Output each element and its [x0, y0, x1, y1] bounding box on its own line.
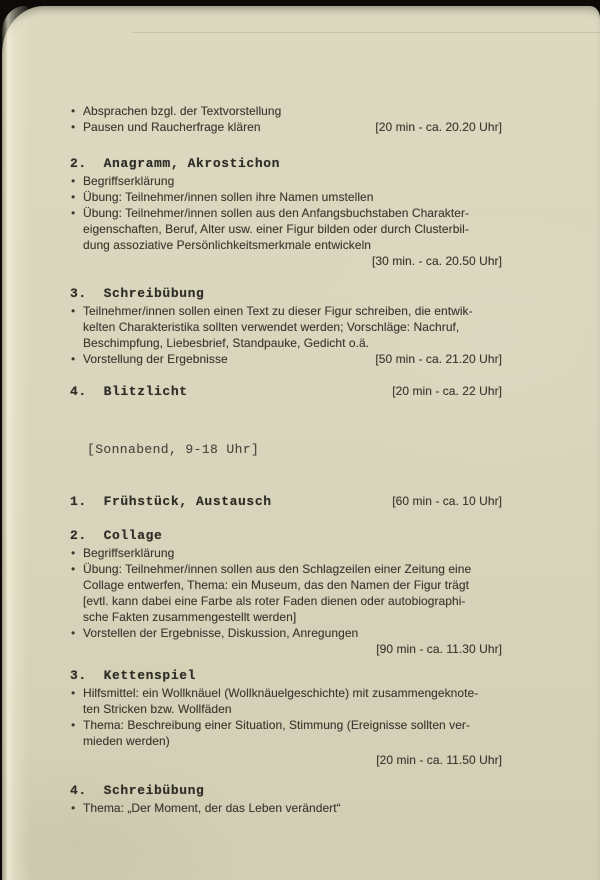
body-text: • Begriffserklärung	[83, 546, 175, 560]
body-text: Beschimpfung, Liebesbrief, Standpauke, Gedicht o.ä.	[83, 336, 370, 350]
body-text: Collage entwerfen, Thema: ein Museum, das den Namen der Figur trägt	[83, 578, 469, 592]
section-heading-line	[70, 286, 502, 302]
date-note: [Sonnabend, 9-18 Uhr]	[87, 442, 260, 457]
section-heading-line	[70, 383, 502, 399]
continuation-line	[70, 335, 502, 351]
body-text: • Pausen und Raucherfrage klären	[83, 120, 261, 134]
continuation-line	[70, 733, 502, 749]
continuation-line	[70, 237, 502, 253]
body-text: • Vorstellen der Ergebnisse, Diskussion, Anregungen	[83, 626, 359, 640]
body-text: eigenschaften, Beruf, Alter usw. einer Figur bilden oder durch Clusterbil-	[83, 222, 469, 236]
section-heading-line	[70, 783, 502, 799]
section-heading: 3. Kettenspiel	[70, 668, 197, 683]
bullet-line	[70, 103, 502, 119]
continuation-line	[70, 609, 502, 625]
body-text: • Thema: Beschreibung einer Situation, Stimmung (Ereignisse sollten ver-	[83, 718, 471, 732]
section-heading-line	[70, 528, 502, 544]
section-heading: 4. Schreibübung	[70, 783, 205, 798]
body-text: • Absprachen bzgl. der Textvorstellung	[83, 104, 282, 118]
bullet-line	[70, 625, 502, 641]
section-heading: 2. Anagramm, Akrostichon	[70, 156, 281, 171]
bullet-line	[70, 561, 502, 577]
body-text: • Vorstellung der Ergebnisse	[83, 352, 228, 366]
continuation-line	[70, 593, 502, 609]
section-heading-line	[70, 668, 502, 684]
body-text: • Teilnehmer/innen sollen einen Text zu dieser Figur schreiben, die entwik-	[83, 304, 473, 318]
bullet-line	[70, 351, 502, 367]
time-label: [20 min - ca. 20.20 Uhr]	[375, 120, 502, 134]
continuation-line	[70, 221, 502, 237]
bullet-line	[70, 119, 502, 135]
body-text: • Begriffserklärung	[83, 174, 175, 188]
timestamp-line	[70, 253, 502, 269]
continuation-line	[70, 701, 502, 717]
section-heading-line	[70, 493, 502, 509]
body-text: • Übung: Teilnehmer/innen sollen ihre Namen umstellen	[83, 190, 374, 204]
section-heading-line	[70, 156, 502, 172]
bullet-line	[70, 303, 502, 319]
body-text: • Übung: Teilnehmer/innen sollen aus den Anfangsbuchstaben Charakter-	[83, 206, 470, 220]
time-label: [50 min - ca. 21.20 Uhr]	[375, 352, 502, 366]
bullet-line	[70, 189, 502, 205]
body-text: kelten Charakteristika sollten verwendet werden; Vorschläge: Nachruf,	[83, 320, 460, 334]
continuation-line	[70, 319, 502, 335]
section-heading: 2. Collage	[70, 528, 163, 543]
bullet-line	[70, 717, 502, 733]
section-heading: 1. Frühstück, Austausch	[70, 494, 272, 509]
underlying-page-edge	[132, 32, 600, 33]
body-text: sche Fakten zusammengestellt werden]	[83, 610, 297, 624]
time-label: [30 min. - ca. 20.50 Uhr]	[372, 254, 502, 268]
body-text: • Hilfsmittel: ein Wollknäuel (Wollknäuelgeschichte) mit zusammengeknote-	[83, 686, 479, 700]
bullet-line	[70, 685, 502, 701]
time-label: [20 min - ca. 11.50 Uhr]	[376, 753, 502, 767]
body-text: • Übung: Teilnehmer/innen sollen aus den Schlagzeilen einer Zeitung eine	[83, 562, 472, 576]
body-text: mieden werden)	[83, 734, 170, 748]
body-text: dung assoziative Persönlichkeitsmerkmale entwickeln	[83, 238, 372, 252]
body-text: • Thema: „Der Moment, der das Leben verändert“	[83, 801, 341, 815]
paper-sheet	[2, 6, 600, 880]
bullet-line	[70, 173, 502, 189]
time-label: [20 min - ca. 22 Uhr]	[392, 384, 502, 398]
time-label: [60 min - ca. 10 Uhr]	[392, 494, 502, 508]
section-heading: 4. Blitzlicht	[70, 384, 188, 399]
timestamp-line	[70, 641, 502, 657]
body-text: ten Stricken bzw. Wollfäden	[83, 702, 232, 716]
bullet-line	[70, 545, 502, 561]
continuation-line	[70, 577, 502, 593]
body-text: [evtl. kann dabei eine Farbe als roter Faden dienen oder autobiographi-	[83, 594, 466, 608]
section-heading: 3. Schreibübung	[70, 286, 205, 301]
document-body	[70, 103, 502, 816]
bullet-line	[70, 800, 502, 816]
timestamp-line	[70, 752, 502, 768]
time-label: [90 min - ca. 11.30 Uhr]	[376, 642, 502, 656]
bullet-line	[70, 205, 502, 221]
date-note-line	[70, 442, 502, 458]
